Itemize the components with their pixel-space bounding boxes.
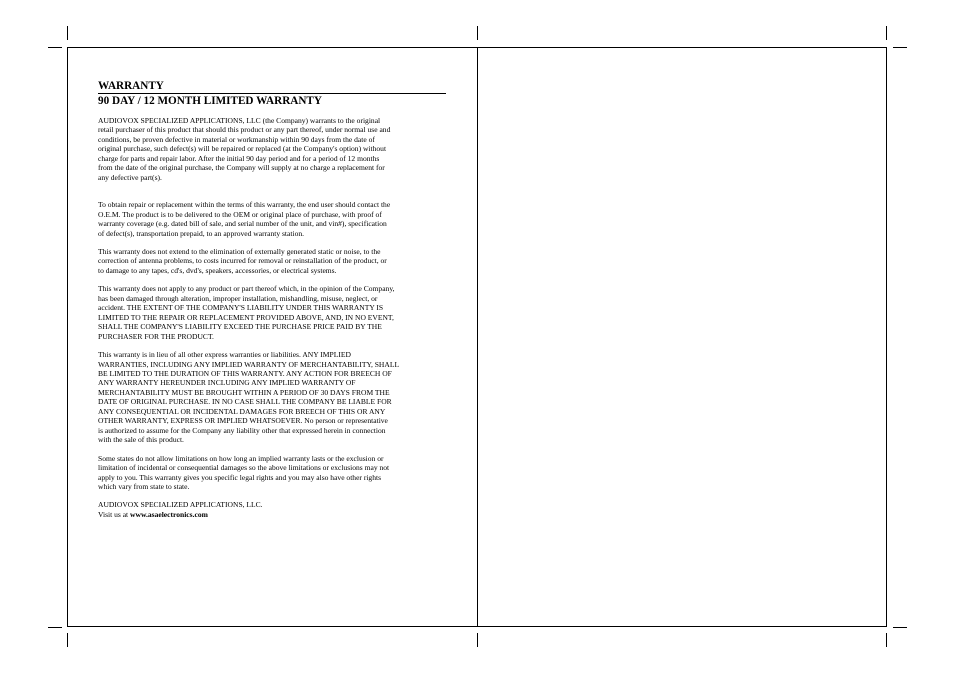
warranty-paragraph <box>98 350 454 445</box>
crop-mark <box>886 26 887 40</box>
paragraph-line: apply to you. This warranty gives you specific legal rights and you may also have other rights <box>98 472 382 482</box>
paragraph-line: To obtain repair or replacement within the terms of this warranty, the end user should contact the <box>98 200 391 210</box>
crop-mark <box>67 26 68 40</box>
crop-mark <box>893 627 907 628</box>
paragraph-line: warranty coverage (e.g. dated bill of sale, and serial number of the unit, and vin#), specification <box>98 219 387 229</box>
paragraph-line: DATE OF ORIGINAL PURCHASE. IN NO CASE SHALL THE COMPANY BE LIABLE FOR <box>98 397 392 407</box>
heading-rule <box>98 93 446 94</box>
visit-label: Visit us at <box>98 509 131 519</box>
paragraph-line: MERCHANTABILITY MUST BE BROUGHT WITHIN A PERIOD OF 30 DAYS FROM THE <box>98 387 390 397</box>
warranty-paragraph <box>98 454 454 492</box>
warranty-subheading: 90 DAY / 12 MONTH LIMITED WARRANTY <box>98 95 322 107</box>
paragraph-line: PURCHASER FOR THE PRODUCT. <box>98 331 214 341</box>
paragraph-line: WARRANTIES, INCLUDING ANY IMPLIED WARRANTY OF MERCHANTABILITY, SHALL <box>98 359 400 369</box>
page-divider <box>477 47 478 627</box>
paragraph-line: This warranty does not extend to the elimination of externally generated static or noise, to the <box>98 246 381 256</box>
paragraph-line: limitation of incidental or consequential damages so the above limitations or exclusions may not <box>98 463 390 473</box>
paragraph-line: AUDIOVOX SPECIALIZED APPLICATIONS, LLC (the Company) warrants to the original <box>98 116 381 125</box>
website-line <box>98 510 454 519</box>
paragraph-line: BE LIMITED TO THE DURATION OF THIS WARRANTY. ANY ACTION FOR BREECH OF <box>98 368 392 378</box>
crop-mark <box>48 47 62 48</box>
paragraph-line: which vary from state to state. <box>98 481 190 491</box>
crop-mark <box>67 633 68 647</box>
website-link[interactable]: www.asaelectronics.com <box>130 509 208 519</box>
paragraph-line: conditions, be proven defective in material or workmanship within 90 days from the date of <box>98 134 375 144</box>
warranty-paragraph <box>98 116 454 182</box>
company-name: AUDIOVOX SPECIALIZED APPLICATIONS, LLC. <box>98 500 263 510</box>
warranty-heading: WARRANTY <box>98 80 164 92</box>
paragraph-line: has been damaged through alteration, improper installation, mishandling, misuse, neglect, or <box>98 293 378 303</box>
company-signature <box>98 500 454 519</box>
crop-mark <box>477 633 478 647</box>
paragraph-line: with the sale of this product. <box>98 435 184 445</box>
paragraph-line: LIMITED TO THE REPAIR OR REPLACEMENT PROVIDED ABOVE, AND, IN NO EVENT, <box>98 312 394 322</box>
paragraph-line: This warranty does not apply to any product or part thereof which, in the opinion of the Company, <box>98 284 395 294</box>
warranty-paragraph <box>98 247 454 275</box>
paragraph-line: original purchase, such defect(s) will be repaired or replaced (at the Company's option) without <box>98 144 387 154</box>
paragraph-line: from the date of the original purchase, the Company will supply at no charge a replacement for <box>98 163 385 173</box>
warranty-section <box>98 80 454 519</box>
paragraph-line: is authorized to assume for the Company any liability other that expressed herein in connection <box>98 425 386 435</box>
paragraph-line: of defect(s), transportation prepaid, to an approved warranty station. <box>98 228 304 238</box>
paragraph-line: charge for parts and repair labor. After the initial 90 day period and for a period of 12 months <box>98 153 380 163</box>
paragraph-line: correction of antenna problems, to costs incurred for removal or reinstallation of the product, or <box>98 256 387 266</box>
warranty-paragraph <box>98 284 454 341</box>
paragraph-line: This warranty is in lieu of all other express warranties or liabilities. ANY IMPLIED <box>98 350 351 360</box>
warranty-paragraph <box>98 200 454 238</box>
paragraph-line: ANY CONSEQUENTIAL OR INCIDENTAL DAMAGES FOR BREECH OF THIS OR ANY <box>98 406 386 416</box>
paragraph-line: accident. THE EXTENT OF THE COMPANY'S LIABILITY UNDER THIS WARRANTY IS <box>98 303 384 313</box>
paragraph-line: any defective part(s). <box>98 172 162 182</box>
paragraph-line: SHALL THE COMPANY'S LIABILITY EXCEED THE PURCHASE PRICE PAID BY THE <box>98 322 382 332</box>
paragraph-line: retail purchaser of this product that should this product or any part thereof, under normal use and <box>98 125 391 135</box>
crop-mark <box>477 26 478 40</box>
paragraph-line: ANY WARRANTY HEREUNDER INCLUDING ANY IMPLIED WARRANTY OF <box>98 378 356 388</box>
crop-mark <box>886 633 887 647</box>
paragraph-line: O.E.M. The product is to be delivered to the OEM or original place of purchase, with proof of <box>98 209 382 219</box>
paragraph-line: Some states do not allow limitations on how long an implied warranty lasts or the exclusion or <box>98 453 384 463</box>
paragraph-line: OTHER WARRANTY, EXPRESS OR IMPLIED WHATSOEVER. No person or representative <box>98 416 388 426</box>
crop-mark <box>48 627 62 628</box>
crop-mark <box>893 47 907 48</box>
paragraph-line: to damage to any tapes, cd's, dvd's, speakers, accessories, or electrical systems. <box>98 265 337 275</box>
